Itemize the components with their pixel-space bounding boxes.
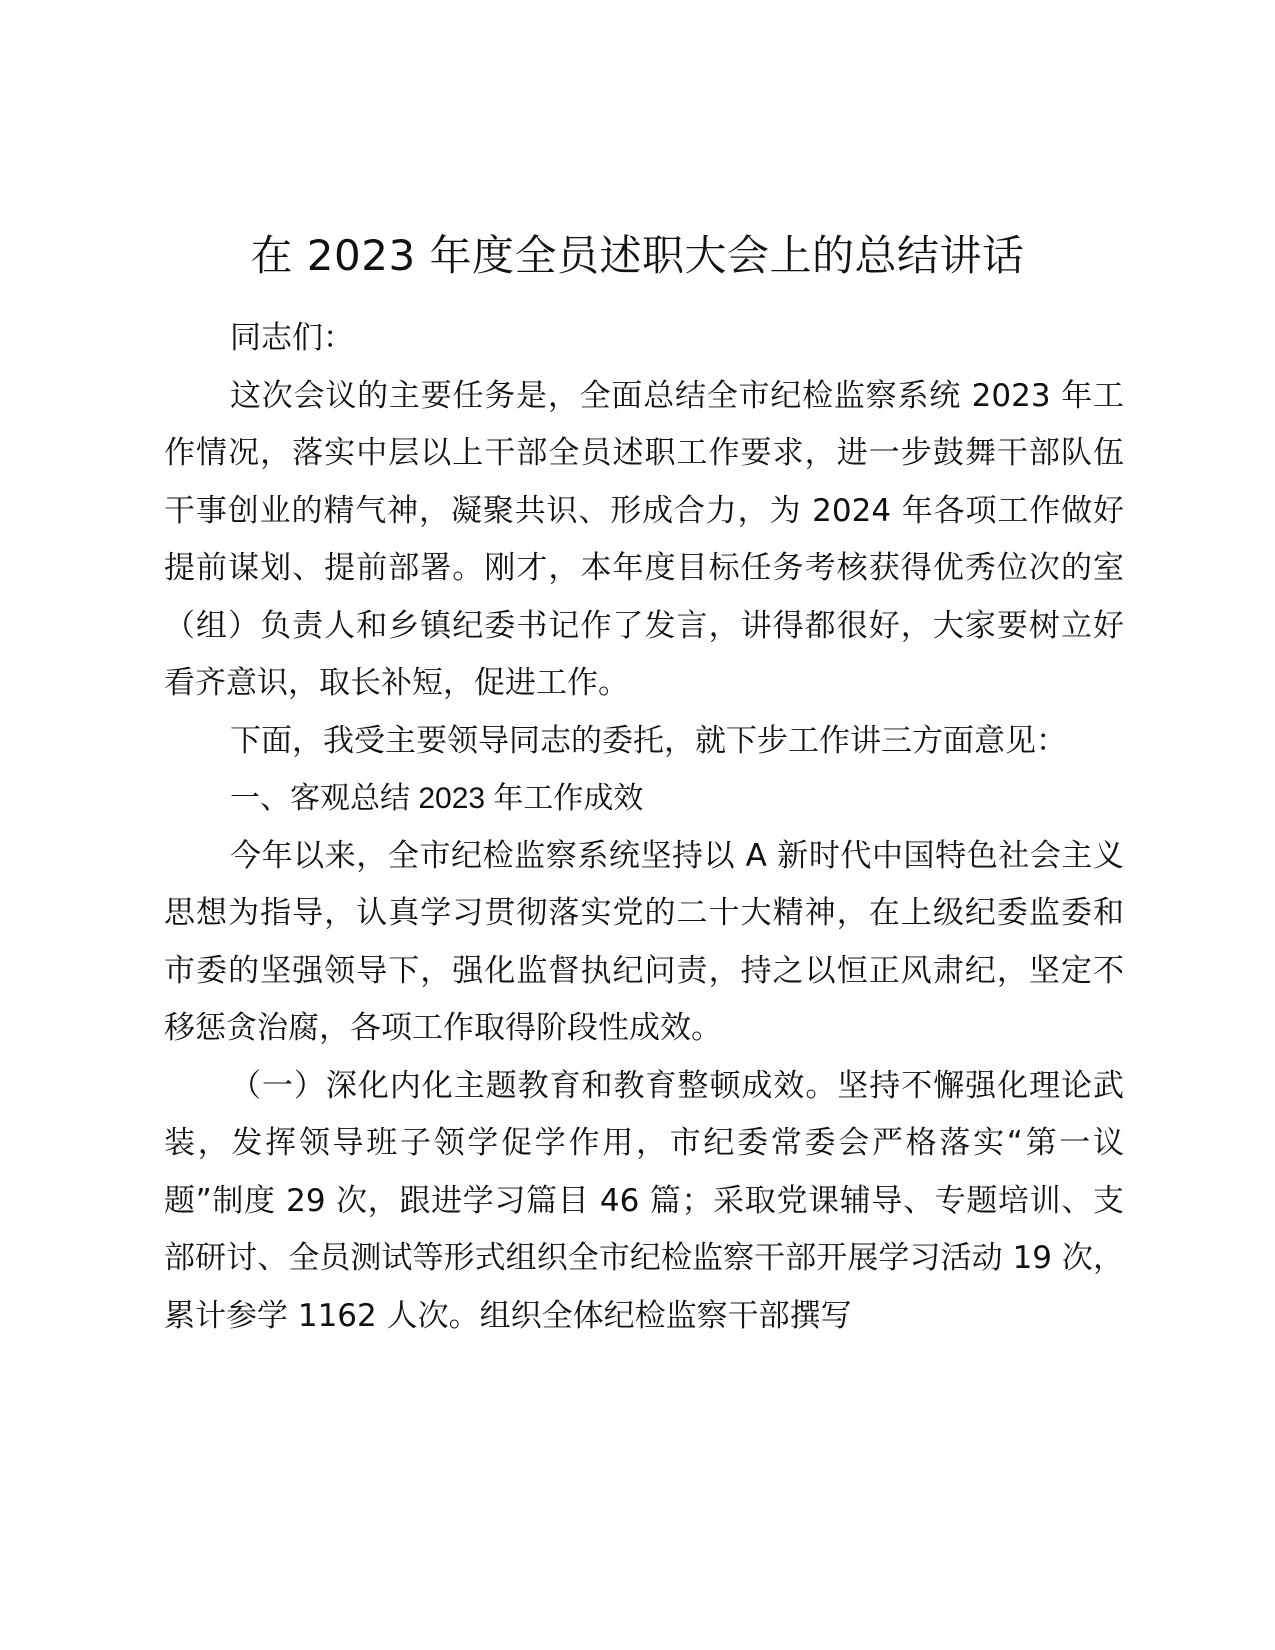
subsection-paragraph: （一）深化内化主题教育和教育整顿成效。坚持不懈强化理论武装，发挥领导班子领学促学作用，市纪委常委会严格落实“第一议题”制度 29 次，跟进学习篇目 46 篇；采取党课辅导、专题培训、支部研讨、全员测试等形式组织全市纪检监察干部开展学习活动 19 次，累计参学 1162 人次。组织全体纪检监察干部撰写 [164, 1067, 1124, 1334]
transition-paragraph: 下面，我受主要领导同志的委托，就下步工作讲三方面意见： [230, 722, 1067, 759]
intro-paragraph: 这次会议的主要任务是，全面总结全市纪检监察系统 2023 年工作情况，落实中层以上干部全员述职工作要求，进一步鼓舞干部队伍干事创业的精气神，凝聚共识、形成合力，为 2024 年各项工作做好提前谋划、提前部署。刚才，本年度目标任务考核获得优秀位次的室（组）负责人和乡镇纪委书记作了发言，讲得都很好，大家要树立好看齐意识，取长补短，促进工作。 [164, 377, 1124, 701]
section-paragraph: 今年以来，全市纪检监察系统坚持以 A 新时代中国特色社会主义思想为指导，认真学习贯彻落实党的二十大精神，在上级纪委监委和市委的坚强领导下，强化监督执纪问责，持之以恒正风肃纪，坚定不移惩贪治腐，各项工作取得阶段性成效。 [164, 837, 1124, 1046]
salutation: 同志们： [230, 320, 354, 356]
section-heading: 一、客观总结 2023 年工作成效 [230, 782, 644, 815]
document-title: 在 2023 年度全员述职大会上的总结讲话 [250, 231, 1025, 280]
document-body [164, 310, 1124, 1345]
